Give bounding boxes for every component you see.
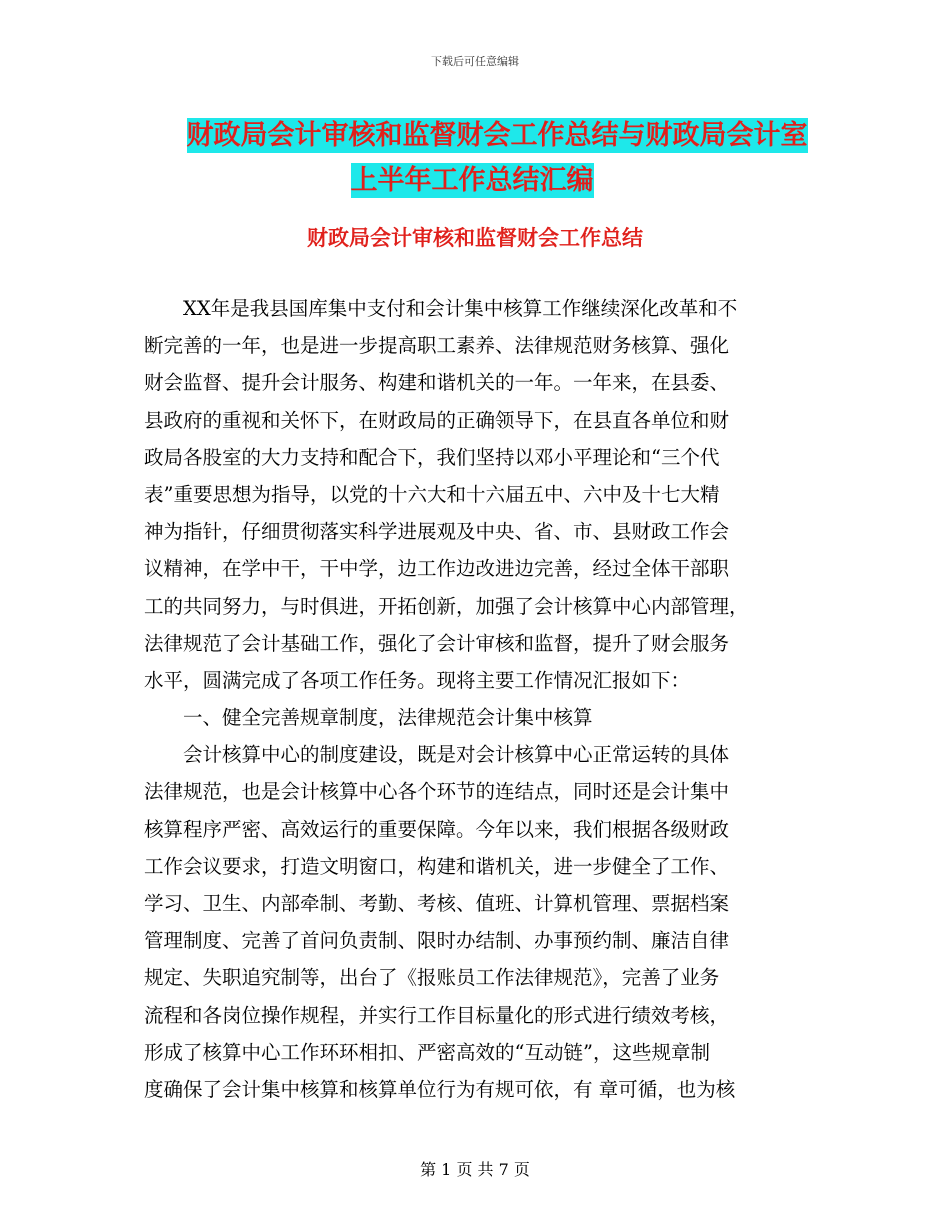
body-line: 度确保了会计集中核算和核算单位行为有规可依，有 章可循，也为核 <box>144 1077 736 1101</box>
subsection-heading: 一、健全完善规章制度，法律规范会计集中核算 <box>183 706 593 730</box>
body-line: 工作会议要求，打造文明窗口，构建和谐机关，进一步健全了工作、 <box>144 854 730 878</box>
header-note: 下载后可任意编辑 <box>431 55 519 68</box>
body-line: 会计核算中心的制度建设，既是对会计核算中心正常运转的具体 <box>183 743 730 767</box>
body-line: 财会监督、提升会计服务、构建和谐机关的一年。一年来，在县委、 <box>144 371 730 395</box>
document-title-line-2 <box>0 158 947 197</box>
document-title-line-1-text: 财政局会计审核和监督财会工作总结与财政局会计室 <box>186 120 808 151</box>
body-line: 工的共同努力，与时俱进，开拓创新，加强了会计核算中心内部管理， <box>144 594 749 618</box>
body-text <box>144 290 804 1108</box>
document-title-line-2-text: 上半年工作总结汇编 <box>350 165 594 196</box>
body-line: 法律规范了会计基础工作，强化了会计审核和监督，提升了财会服务 <box>144 631 730 655</box>
page-number: 第 1 页 共 7 页 <box>420 1160 530 1179</box>
body-line: 核算程序严密、高效运行的重要保障。今年以来，我们根据各级财政 <box>144 817 730 841</box>
body-line: 政局各股室的大力支持和配合下，我们坚持以邓小平理论和“三个代 <box>144 445 720 469</box>
body-line: 法律规范，也是会计核算中心各个环节的连结点，同时还是会计集中 <box>144 780 730 804</box>
body-line: 流程和各岗位操作规程，并实行工作目标量化的形式进行绩效考核， <box>144 1003 730 1027</box>
body-line: 表”重要思想为指导，以党的十六大和十六届五中、六中及十七大精 <box>144 482 720 506</box>
body-line: 学习、卫生、内部牵制、考勤、考核、值班、计算机管理、票据档案 <box>144 892 730 915</box>
body-line: 形成了核算中心工作环环相扣、严密高效的“互动链”，这些规章制 <box>144 1040 710 1064</box>
body-line: XX年是我县国库集中支付和会计集中核算工作继续深化改革和不 <box>183 297 738 320</box>
body-line: 神为指针，仔细贯彻落实科学进展观及中央、省、市、县财政工作会 <box>144 520 730 544</box>
body-line: 水平，圆满完成了各项工作任务。现将主要工作情况汇报如下： <box>144 668 691 692</box>
body-line: 规定、失职追究制等，出台了《报账员工作法律规范》，完善了业务 <box>144 966 720 990</box>
document-title-line-1 <box>22 113 950 152</box>
body-line: 断完善的一年，也是进一步提高职工素养、法律规范财务核算、强化 <box>144 334 730 358</box>
section-title: 财政局会计审核和监督财会工作总结 <box>307 226 643 250</box>
body-line: 议精神，在学中干，干中学，边工作边改进边完善，经过全体干部职 <box>144 557 730 581</box>
body-line: 管理制度、完善了首问负责制、限时办结制、办事预约制、廉洁自律 <box>144 929 730 953</box>
body-line: 县政府的重视和关怀下，在财政局的正确领导下，在县直各单位和财 <box>144 408 730 432</box>
